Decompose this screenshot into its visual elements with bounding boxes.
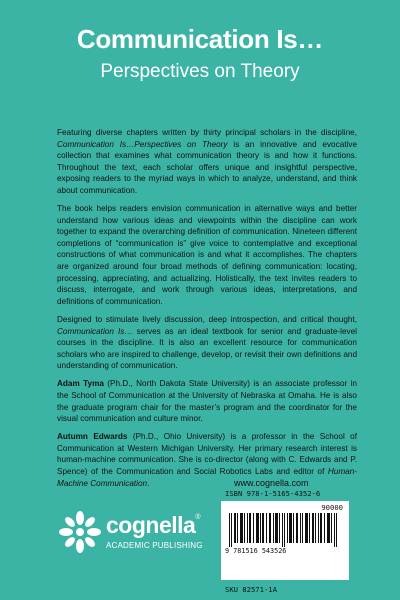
paragraph-description: The book helps readers envision communication in alternative ways and better understand how various ideas and viewpoints within the discipline can work together to expand the overarching definition of communication. Nineteen different completions of “communication is” give voice to contemplative and exceptional constructions of what communication is and what it accomplishes. The chapters are organized around four broad methods of defining communication: locating, processing, appreciating, and actualizing. Holistically, the text invites readers to discuss, interrogate, and work through various ideas, interpretations, and definitions of communication. <box>57 204 357 306</box>
author-bio-tyma: Adam Tyma (Ph.D., North Dakota State University) is an associate professor in the School of Communication at the University of Nebraska at Omaha. He is also the graduate program chair for the master’s program and the coordinator for the visual communication and culture minor. <box>57 379 357 424</box>
barcode-bars <box>229 513 341 547</box>
author-bio-edwards: Autumn Edwards (Ph.D., Ohio University) is a professor in the School of Communication at Western Michigan University. Her primary research interest is human-machine communication. She is co-director (along with C. Edwards and P. Spence) of the Communication and Social Robotics Labs and editor of Human-Machine Communication. <box>57 432 358 488</box>
cognella-logo-icon <box>58 510 102 554</box>
price-code: 90000 <box>321 503 343 512</box>
book-title: Communication Is… <box>76 24 324 54</box>
sku-text: SKU 82571-1A <box>225 585 277 594</box>
publisher-subtitle: ACADEMIC PUBLISHING <box>106 541 203 550</box>
book-subtitle: Perspectives on Theory <box>100 61 300 82</box>
back-cover-text <box>57 127 357 496</box>
barcode-number: 9 781516 543526 <box>225 547 287 555</box>
publisher-name: cognella® <box>106 512 200 538</box>
publisher-url[interactable]: www.cognella.com <box>234 478 309 488</box>
barcode <box>221 501 349 580</box>
paragraph-intro: Featuring diverse chapters written by thirty principal scholars in the discipline, Communication Is…Perspectives on Theory is an innovative and evocative collection that examines what communication theory is and how it functions. Throughout the text, each scholar offers unique and insightful perspective, exposing readers to the myriad ways in which to analyze, understand, and think about communication. <box>57 128 357 195</box>
isbn-text: ISBN 978-1-5165-4352-6 <box>225 489 321 498</box>
paragraph-purpose: Designed to stimulate lively discussion, deep introspection, and critical thought, Communication Is… serves as an ideal textbook for senior and graduate-level courses in the discipline. It is also an excellent resource for communication scholars who are inspired to challenge, develop, or revisit their own definitions and understanding of communication. <box>57 314 357 371</box>
